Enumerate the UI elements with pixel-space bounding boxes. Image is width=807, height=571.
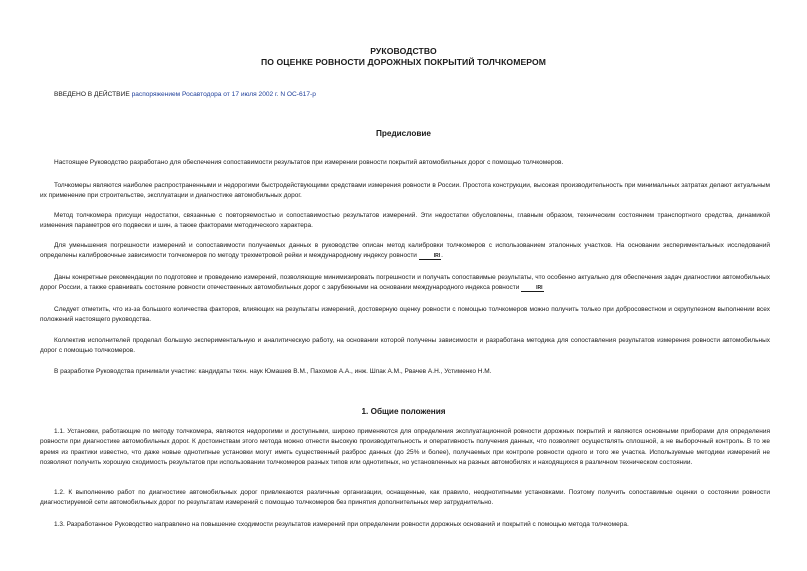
title-line-1: РУКОВОДСТВО bbox=[370, 46, 437, 56]
preface-paragraph-4 bbox=[40, 241, 770, 262]
preface-paragraph-5 bbox=[40, 273, 770, 294]
title-line-2: ПО ОЦЕНКЕ РОВНОСТИ ДОРОЖНЫХ ПОКРЫТИЙ ТОЛЧКОМЕРОМ bbox=[260, 57, 547, 67]
section-1-paragraph-1: 1.1. Установки, работающие по методу толчкомера, являются недорогими и доступными, широко применяются для определения эксплуатационной ровности дорожных покрытий и являются основными приборами для определения ровности при диагностике автомобильных дорог. К достоинствам этого метода можно отнести высокую производительность и оперативность получения данных, что позволяет осуществлять сплошной, а не выборочный контроль. В то же время из практики известно, что даже новые однотипные установки могут иметь существенный разброс данных (до 25% и более), получаемых при контроле ровности одного и того же участка. Используемые методики измерений не позволяют получить хорошую сходимость результатов при использовании толчкомеров разных типов или однотипных, но установленных на разных автомобилях и находящихся в различном техническом состоянии. bbox=[40, 428, 770, 467]
section-1-paragraph-2: 1.2. К выполнению работ по диагностике автомобильных дорог привлекаются различные организации, оснащенные, как правило, неоднотипными установками. Поэтому получить сопоставимые оценки о состоянии ровности диагностируемой сети автомобильных дорог по результатам измерений с помощью толчкомеров без принятия дополнительных мер затруднительно. bbox=[40, 489, 770, 507]
preface-paragraph-4-text: Для уменьшения погрешности измерений и сопоставимости получаемых данных в руководстве описан метод калибровки толчкомеров с использованием эталонных участков. На основании экспериментальных исследований определены калибровочные зависимости толчкомеров по методу трехметровой рейки и международному индексу ровности bbox=[40, 242, 770, 260]
preface-paragraph-1: Настоящее Руководство разработано для обеспечения сопоставимости результатов при измерении ровности покрытий автомобильных дорог с помощью толчкомеров. bbox=[54, 159, 564, 166]
preface-paragraph-6: Следует отметить, что из-за большого количества факторов, влияющих на результаты измерений, достоверную оценку ровности с помощью толчкомеров можно получить только при добросовестном и скрупулезном выполнении всех положений настоящего руководства. bbox=[40, 306, 770, 324]
section-1-paragraph-3: 1.3. Разработанное Руководство направлено на повышение сходимости результатов измерений при определении ровности дорожных оснований и покрытий с помощью метода толчкомера. bbox=[54, 521, 629, 528]
document-title bbox=[0, 46, 807, 68]
preface-paragraph-5-text: Даны конкретные рекомендации по подготовке и проведению измерений, позволяющие минимизировать погрешности и получать сопоставимые результаты, что особенно актуально для обеспечения задач диагностики автомобильных дорог России, а также сравнивать состояние ровности отечественных автомобильных дорог с зарубежными на основании международного индекса ровности bbox=[40, 274, 770, 292]
preface-paragraph-2: Толчкомеры являются наиболее распространенными и недорогими быстродействующими средствами измерения ровности в России. Простота конструкции, высокая производительность при минимальных затратах делают актуальным их применение при строительстве, эксплуатации и диагностике автомобильных дорог. bbox=[40, 182, 770, 200]
iri-index-symbol: IRI bbox=[419, 253, 441, 260]
iri-index-symbol: IRI bbox=[521, 285, 543, 292]
preface-paragraph-4-end: . bbox=[441, 252, 443, 260]
preface-paragraph-8: В разработке Руководства принимали участие: кандидаты техн. наук Юмашев В.М., Пахомов А.А., инж. Шпак А.М., Рвачев А.Н., Устименко Н.М. bbox=[54, 368, 492, 375]
introduced-prefix: ВВЕДЕНО В ДЕЙСТВИЕ bbox=[54, 91, 132, 98]
introduced-line bbox=[54, 90, 316, 99]
preface-heading: Предисловие bbox=[376, 129, 431, 138]
decree-link[interactable]: распоряжением Росавтодора от 17 июля 2002 г. N ОС-617-р bbox=[131, 91, 316, 98]
section-1-heading: 1. Общие положения bbox=[361, 407, 446, 416]
preface-paragraph-7: Коллектив исполнителей проделал большую экспериментальную и аналитическую работу, на основании которой получены зависимости и разработана методика для сопоставления результатов измерения ровности автомобильных дорог с помощью толчкомеров. bbox=[40, 337, 770, 355]
preface-paragraph-3: Метод толчкомера присущи недостатки, связанные с повторяемостью и сопоставимостью результатов измерений. Эти недостатки обусловлены, главным образом, техническим состоянием транспортного средства, динамикой изменения параметров его подвески и шин, а также факторами методического характера. bbox=[40, 212, 770, 230]
